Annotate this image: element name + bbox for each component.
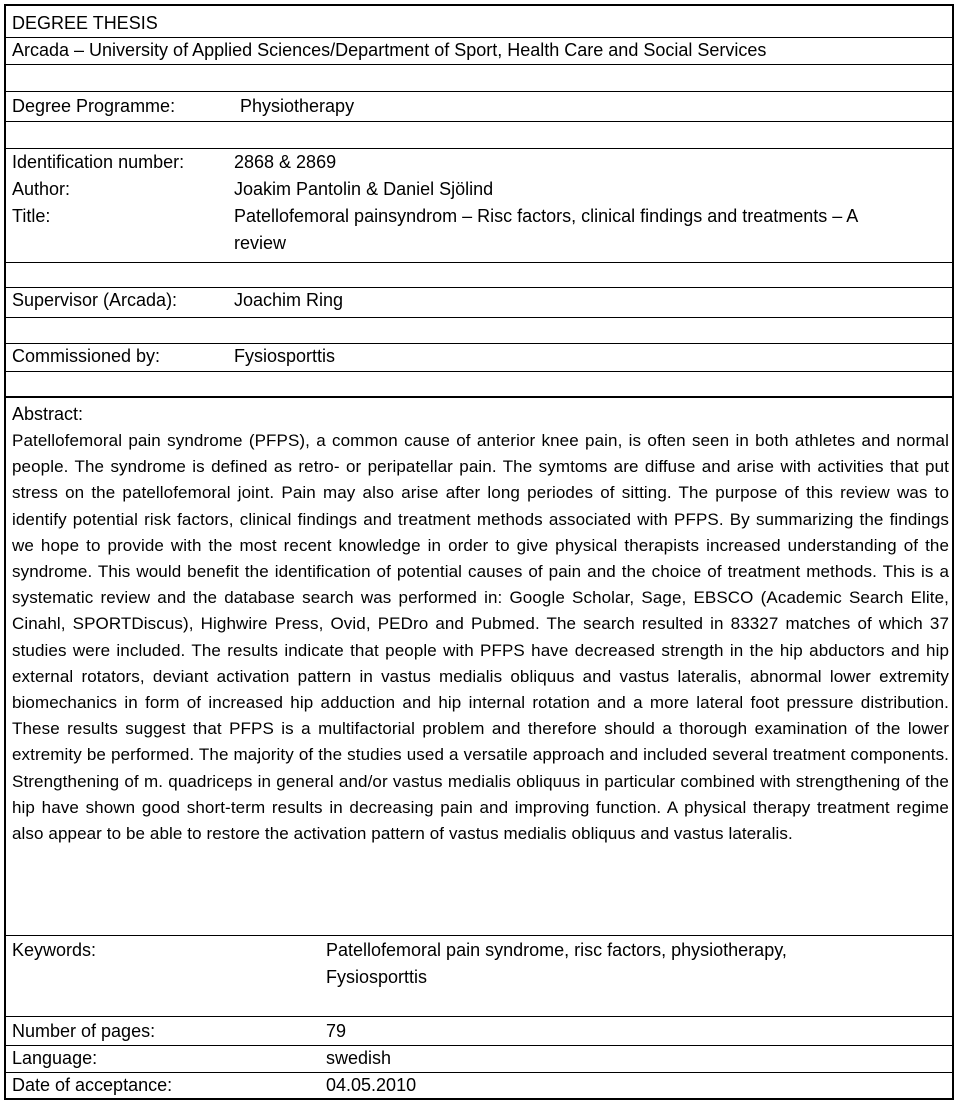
id-label: Identification number: (12, 152, 185, 172)
pages-label: Number of pages: (12, 1021, 156, 1041)
title-value-line2: review (234, 233, 287, 253)
divider (6, 121, 952, 122)
thesis-info-table (4, 4, 954, 1100)
divider (6, 64, 952, 65)
language-value: swedish (326, 1048, 392, 1068)
abstract-text: Patellofemoral pain syndrome (PFPS), a common cause of anterior knee pain, is often seen in both athletes and normal people. The syndrome is defined as retro- or peripatellar pain. The symtoms are diffuse and arise with activities that put stress on the patellofemoral joint. Pain may also arise after long periodes of sitting. The purpose of this review was to identify potential risk factors, clinical findings and treatment methods associated with PFPS. By summarizing the findings we hope to provide with the most recent knowledge in order to give physical therapists increased understanding of the syndrome. This would benefit the identification of potential causes of pain and the choice of treatment methods. This is a systematic review and the database search was performed in: Google Scholar, Sage, EBSCO (Academic Search Elite, Cinahl, SPORTDiscus), Highwire Press, Ovid, PEDro and Pubmed. The search resulted in 83327 matches of which 37 studies were included. The results indicate that people with PFPS have decreased strength in the hip abductors and hip external rotators, deviant activation pattern in vastus medialis obliquus and vastus lateralis, abnormal lower extremity biomechanics in form of increased hip adduction and hip internal rotation and a more lateral foot pressure distribution. These results suggest that PFPS is a multifactorial problem and therefore should a thorough examination of the lower extremity be performed. The majority of the studies used a versatile approach and included several treatment components. Strengthening of m. quadriceps in general and/or vastus medialis obliquus in particular combined with strengthening of the hip have shown good short-term results in decreasing pain and improving function. A physical therapy treatment regime also appear to be able to restore the activation pattern of vastus medialis obliquus and vastus lateralis. (12, 431, 949, 844)
divider (6, 1045, 952, 1046)
doc-type: DEGREE THESIS (12, 13, 158, 33)
divider (6, 262, 952, 263)
id-value: 2868 & 2869 (234, 152, 337, 172)
divider (6, 935, 952, 936)
date-label: Date of acceptance: (12, 1075, 173, 1095)
divider (6, 317, 952, 318)
programme-value: Physiotherapy (240, 96, 355, 116)
programme-label: Degree Programme: (12, 96, 176, 116)
commissioned-label: Commissioned by: (12, 346, 161, 366)
keywords-label: Keywords: (12, 940, 97, 960)
language-label: Language: (12, 1048, 98, 1068)
keywords-value-line2: Fysiosporttis (326, 967, 428, 987)
pages-value: 79 (326, 1021, 347, 1041)
supervisor-value: Joachim Ring (234, 290, 344, 310)
divider (6, 91, 952, 92)
divider (6, 1016, 952, 1017)
date-value: 04.05.2010 (326, 1075, 417, 1095)
divider (6, 396, 952, 398)
commissioned-value: Fysiosporttis (234, 346, 336, 366)
institution: Arcada – University of Applied Sciences/Department of Sport, Health Care and Social Services (12, 40, 767, 60)
author-label: Author: (12, 179, 71, 199)
supervisor-label: Supervisor (Arcada): (12, 290, 178, 310)
title-label: Title: (12, 206, 51, 226)
abstract-label: Abstract: (12, 404, 84, 424)
author-value: Joakim Pantolin & Daniel Sjölind (234, 179, 494, 199)
title-value-line1: Patellofemoral painsyndrom – Risc factors, clinical findings and treatments – A (234, 206, 859, 226)
keywords-value-line1: Patellofemoral pain syndrome, risc factors, physiotherapy, (326, 940, 787, 960)
divider (6, 371, 952, 372)
